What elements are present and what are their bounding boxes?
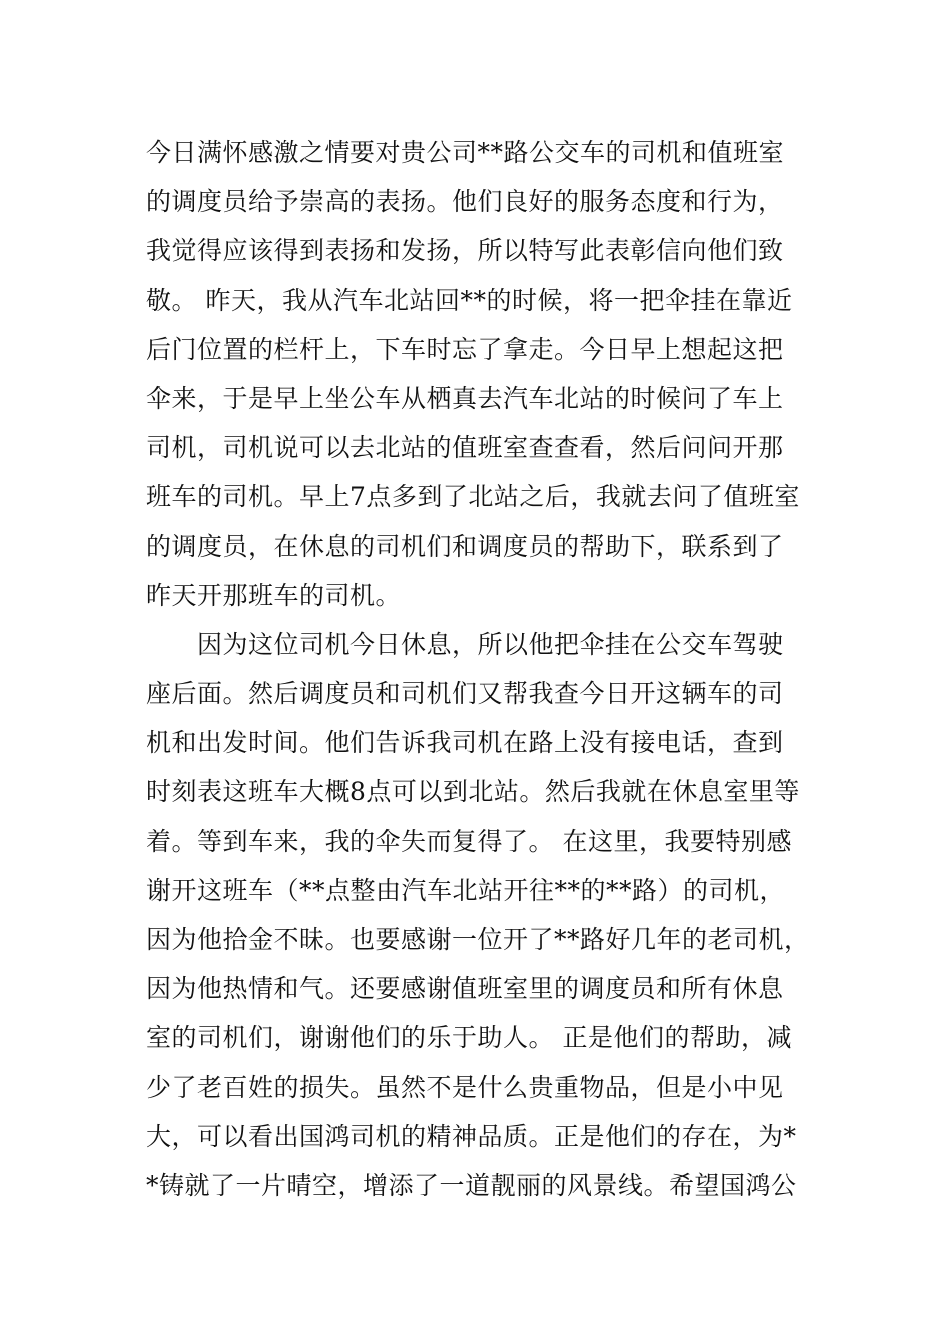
text-line-16: 谢开这班车（**点整由汽车北站开往**的**路）的司机， <box>146 875 786 905</box>
text-line-19: 室的司机们，谢谢他们的乐于助人。 正是他们的帮助，减 <box>146 1023 792 1053</box>
text-line-13: 机和出发时间。他们告诉我司机在路上没有接电话，查到 <box>146 728 784 758</box>
text-line-21: 大，可以看出国鸿司机的精神品质。正是他们的存在，为* <box>146 1121 797 1151</box>
letter-body <box>146 128 846 1210</box>
text-line-18: 因为他热情和气。还要感谢值班室里的调度员和所有休息 <box>146 974 784 1004</box>
text-line-2: 的调度员给予崇高的表扬。他们良好的服务态度和行为， <box>146 187 784 217</box>
text-line-3: 我觉得应该得到表扬和发扬，所以特写此表彰信向他们致 <box>146 236 784 266</box>
text-line-14: 时刻表这班车大概8点可以到北站。然后我就在休息室里等 <box>146 777 800 807</box>
text-line-12: 座后面。然后调度员和司机们又帮我查今日开这辆车的司 <box>146 679 784 709</box>
text-line-20: 少了老百姓的损失。虽然不是什么贵重物品，但是小中见 <box>146 1072 784 1102</box>
text-line-8: 班车的司机。早上7点多到了北站之后，我就去问了值班室 <box>146 482 800 512</box>
text-line-5: 后门位置的栏杆上，下车时忘了拿走。今日早上想起这把 <box>146 334 784 364</box>
text-line-10: 昨天开那班车的司机。 <box>146 580 402 610</box>
text-line-6: 伞来，于是早上坐公车从栖真去汽车北站的时候问了车上 <box>146 383 784 413</box>
text-line-17: 因为他拾金不昧。也要感谢一位开了**路好几年的老司机， <box>146 925 810 954</box>
text-line-11: 因为这位司机今日休息，所以他把伞挂在公交车驾驶 <box>146 629 784 659</box>
text-line-1: 今日满怀感激之情要对贵公司**路公交车的司机和值班室 <box>146 138 785 167</box>
text-line-4: 敬。 昨天，我从汽车北站回**的时候，将一把伞挂在靠近 <box>146 285 793 315</box>
text-line-15: 着。等到车来，我的伞失而复得了。 在这里，我要特别感 <box>146 826 792 856</box>
text-line-22: *铸就了一片晴空，增添了一道靓丽的风景线。希望国鸿公 <box>146 1170 797 1200</box>
text-line-7: 司机，司机说可以去北站的值班室查查看，然后问问开那 <box>146 433 784 463</box>
text-line-9: 的调度员，在休息的司机们和调度员的帮助下，联系到了 <box>146 531 784 561</box>
